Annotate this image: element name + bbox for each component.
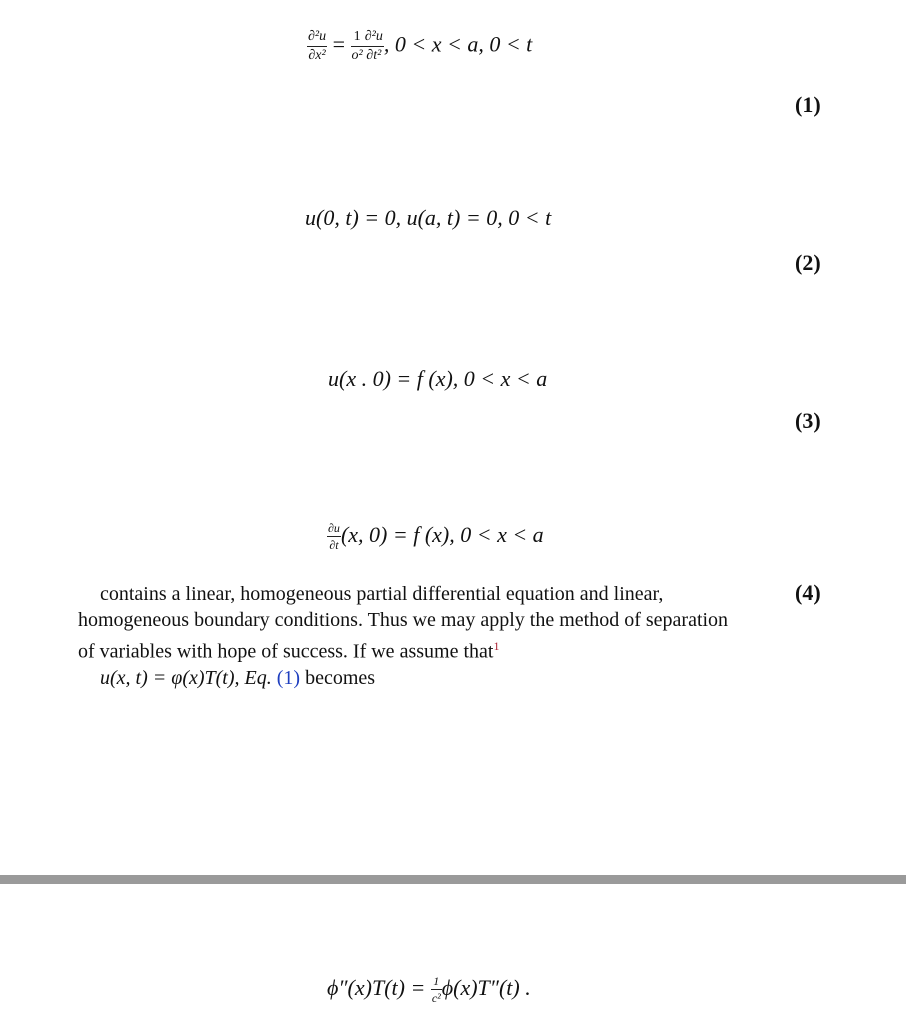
eq5-denominator: c² [431, 991, 441, 1006]
eq1-lhs-fraction [307, 30, 327, 63]
page-divider [0, 875, 906, 884]
eq4-numerator: ∂u [328, 521, 340, 536]
equation-3: u(x . 0) = f (x), 0 < x < a [328, 366, 548, 391]
equation-2: u(0, t) = 0, u(a, t) = 0, 0 < t [305, 205, 552, 230]
eq5-numerator: 1 [431, 975, 442, 990]
paragraph-line-3-text: of variables with hope of success. If we assume that [78, 640, 494, 663]
eq1-coefficient-fraction [351, 30, 364, 63]
eq5-rhs: ϕ(x)T″(t) . [441, 975, 531, 1000]
eq1-coef-denominator: o² [351, 48, 363, 63]
paragraph-line-4 [78, 665, 778, 691]
eq4-rest: (x, 0) = f (x), 0 < x < a [340, 522, 544, 547]
eq4-fraction [327, 522, 341, 551]
footnote-marker[interactable]: 1 [493, 639, 500, 653]
paragraph-line-2: homogeneous boundary conditions. Thus we may apply the method of separation [78, 609, 729, 631]
eq1-equals: = [332, 31, 346, 57]
eq1-rhs-fraction [364, 30, 384, 63]
eq1-condition: , 0 < x < a, 0 < t [383, 31, 533, 57]
equation-number-4: (4) [795, 580, 821, 605]
paragraph-line-4-suffix: becomes [300, 666, 376, 689]
eq4-denominator: ∂t [329, 538, 339, 553]
equation-number-2: (2) [795, 250, 821, 275]
eq1-rhs-numerator: ∂²u [364, 30, 384, 47]
body-paragraph [78, 581, 778, 691]
eq1-rhs-denominator: ∂t² [366, 48, 382, 63]
equation-1 [307, 30, 532, 63]
eq1-lhs-denominator: ∂x² [308, 48, 326, 63]
equation-1-link[interactable]: (1) [276, 666, 301, 689]
paragraph-line-1: contains a linear, homogeneous partial differential equation and linear, [100, 583, 664, 605]
equation-number-1: (1) [795, 92, 821, 117]
paragraph-line-4-text: u(x, t) = φ(x)T(t), Eq. [100, 666, 277, 689]
equation-number-3: (3) [795, 408, 821, 433]
eq1-coef-numerator: 1 [351, 30, 364, 47]
equation-4 [327, 522, 544, 551]
paragraph-line-3 [78, 633, 778, 665]
eq1-lhs-numerator: ∂²u [307, 30, 327, 47]
eq5-lhs: ϕ″(x)T(t) = [327, 975, 426, 1000]
eq5-fraction [431, 975, 442, 1004]
equation-5 [327, 975, 531, 1004]
